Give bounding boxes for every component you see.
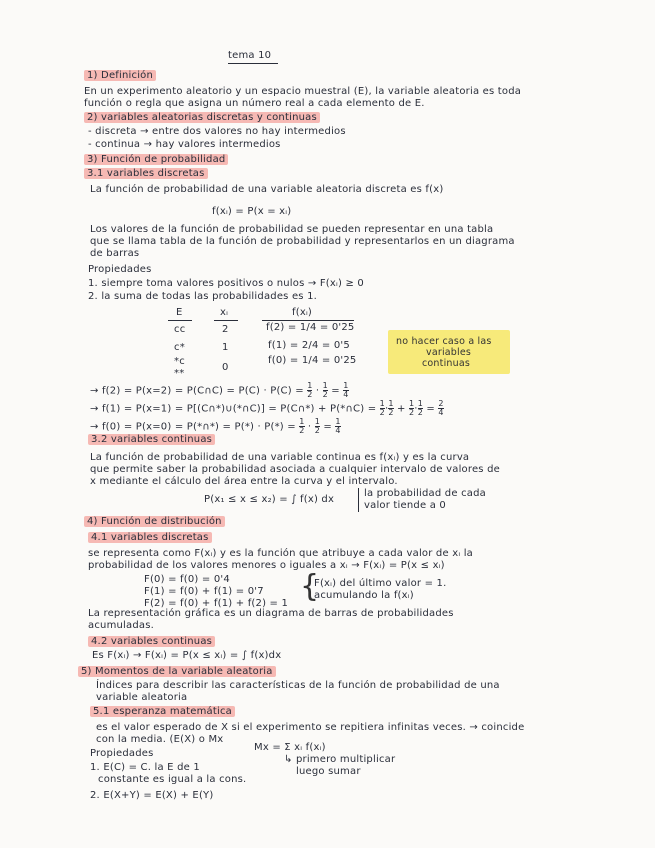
section-1-heading: 1) Definición [84, 70, 156, 81]
s4-f1: F(0) = f(0) = 0'4 [144, 574, 230, 585]
table-cell: 2 [222, 324, 229, 335]
s1-line1: En un experimento aleatorio y un espacio muestral (E), la variable aleatoria es toda [84, 86, 522, 97]
calc-line3: → f(0) = P(x=0) = P(*∩*) = P(*) · P(*) = [90, 421, 296, 433]
s5-prop1a: 1. E(C) = C. la E de 1 [90, 762, 200, 773]
s5-prop1b: constante es igual a la cons. [98, 774, 247, 785]
s4-cont: Es F(xᵢ) → F(xᵢ) = P(x ≤ xᵢ) = ∫ f(x)dx [92, 650, 282, 661]
sticky-note [388, 330, 510, 374]
s32-formula: P(x₁ ≤ x ≤ x₂) = ∫ f(x) dx [204, 494, 335, 505]
sticky-line1: no hacer caso a las [396, 336, 492, 347]
s5-line3: es el valor esperado de X si el experimento se repitiera infinitas veces. → coincide [96, 722, 525, 733]
section-3-2-subheading: 3.2 variables continuas [88, 434, 215, 445]
s2-item1: - discreta → entre dos valores no hay intermedios [88, 126, 346, 137]
table-header-e: E [176, 307, 183, 318]
s5-mx-note2: luego sumar [296, 766, 361, 777]
s5-prop-heading: Propiedades [90, 748, 154, 759]
s3-para3: de barras [90, 248, 140, 259]
s4-line2: probabilidad de los valores menores o iguales a xᵢ → F(xᵢ) = P(x ≤ xᵢ) [88, 560, 445, 571]
table-cell: cc [174, 324, 186, 335]
s4-f3: F(2) = f(0) + f(1) + f(2) = 1 [144, 598, 289, 609]
table-cell: 1 [222, 342, 229, 353]
s3-prop-heading: Propiedades [88, 264, 152, 275]
s3-line1: La función de probabilidad de una variable aleatoria discreta es f(x) [90, 184, 444, 195]
section-5-1-subheading: 5.1 esperanza matemática [90, 706, 235, 717]
section-3-heading: 3) Función de probabilidad [84, 154, 228, 165]
s4-f2: F(1) = f(0) + f(1) = 0'7 [144, 586, 264, 597]
s32-line2: que permite saber la probabilidad asociada a cualquier intervalo de valores de [90, 464, 500, 475]
table-cell: ** [174, 368, 185, 379]
s5-line2: variable aleatoria [96, 692, 188, 703]
table-header-xi: xᵢ [220, 307, 229, 318]
s5-line4: con la media. (E(X) o Mx [96, 734, 224, 745]
section-5-heading: 5) Momentos de la variable aleatoria [78, 666, 276, 677]
s4-rep2: acumuladas. [88, 620, 155, 631]
s5-mx-note1: ↳ primero multiplicar [284, 754, 396, 765]
notes-page: tema 10 1) Definición En un experimento aleatorio y un espacio muestral (E), la variable aleatoria es toda función o regla que asigna un número real a cada elemento de E. 2) variables aleatorias discretas y continuas - discreta → entre dos valores no hay intermedios - continua → hay valores intermedios 3) Función de probabilidad 3.1 variables discretas La función de probabilidad de una variable aleatoria discreta es f(x) f(xᵢ) = P(x = xᵢ) Los valores de la función de probabilidad se pueden representar en una tabla que se llama tabla de la función de probabilidad y representarlos en un diagrama de barras Propiedades 1. siempre toma valores positivos o nulos → F(xᵢ) ≥ 0 2. la suma de todas las probabilidades es 1. E xᵢ f(xᵢ) cc 2 f(2) = 1/4 = 0'25 c* 1 f(1) = 2/4 = 0'5 *c 0 f(0) = 1/4 = 0'25 ** no hacer caso a las variables continuas → f(2) = P(x=2) = P(C∩C) = P(C) · P(C) = $\frac{1}{2}$ · $\frac{1}{2}$ = $\frac{1}{4}$ → f(1) = P(x=1) = P[(C∩*)∪(*∩C)] = P(C∩*) + P(*∩C) = $\frac{1}{2}$ · $\frac{1}{2}$ + $\frac{1}{2}$ · $\frac{1}{2}$ = $\frac{2}{4}$ → f(0) = P(x=0) = P(*∩*) = P(*) · P(*) = $\frac{1}{2}$ · $\frac{1}{2}$ = $\frac{1}{4}$ 3.2 variables continuas La función de probabilidad de una variable continua es f(xᵢ) y es la curva que permite saber la probabilidad asociada a cualquier intervalo de valores de x mediante el cálculo del área entre la curva y el intervalo. P(x₁ ≤ x ≤ x₂) = ∫ f(x) dx la probabilidad de cada valor tiende a 0 4) Función de distribución 4.1 variables discretas se representa como F(xᵢ) y es la función que atribuye a cada valor de xᵢ la probabilidad de los valores menores o iguales a xᵢ → F(xᵢ) = P(x ≤ xᵢ) F(0) = f(0) = 0'4 F(1) = f(0) + f(1) = 0'7 F(2) = f(0) + f(1) + f(2) = 1 { F(xᵢ) del último valor = 1. acumulando la f(xᵢ) La representación gráfica es un diagrama de barras de probabilidades acumuladas. 4.2 variables continuas Es F(xᵢ) → F(xᵢ) = P(x ≤ xᵢ) = ∫ f(x)dx 5) Momentos de la variable aleatoria Índices para describir las características de la función de probabilidad de una variable aleatoria 5.1 esperanza matemática es el valor esperado de X si el experimento se repitiera infinitas veces. → coincide con la media. (E(X) o Mx Propiedades Mx = Σ xᵢ f(xᵢ) ↳ primero multiplicar luego sumar 1. E(C) = C. la E de 1 constante es igual a la cons. 2. E(X+Y) = E(X) + E(Y) [0, 0, 655, 848]
title-underline [228, 63, 278, 64]
s3-para2: que se llama tabla de la función de probabilidad y representarlos en un diagrama [90, 236, 515, 247]
s32-note1: la probabilidad de cada [364, 488, 486, 499]
s4-line1: se representa como F(xᵢ) y es la función que atribuye a cada valor de xᵢ la [88, 548, 474, 559]
s3-prop1: 1. siempre toma valores positivos o nulos → F(xᵢ) ≥ 0 [88, 278, 364, 289]
s2-item2: - continua → hay valores intermedios [88, 139, 281, 150]
section-2-heading: 2) variables aleatorias discretas y continuas [84, 112, 320, 123]
table-cell: f(0) = 1/4 = 0'25 [268, 355, 357, 366]
page-title: tema 10 [228, 50, 272, 61]
table-cell: *c [174, 356, 185, 367]
section-3-1-subheading: 3.1 variables discretas [84, 168, 208, 179]
table-cell: 0 [222, 362, 229, 373]
section-4-2-subheading: 4.2 variables continuas [88, 636, 215, 647]
s4-brace2: acumulando la f(xᵢ) [314, 590, 414, 601]
calc-line2: → f(1) = P(x=1) = P[(C∩*)∪(*∩C)] = P(C∩*) + P(*∩C) = [90, 403, 377, 415]
s3-prop2: 2. la suma de todas las probabilidades es 1. [88, 291, 318, 302]
calc-line1: → f(2) = P(x=2) = P(C∩C) = P(C) · P(C) = [90, 385, 304, 397]
s1-line2: función o regla que asigna un número real a cada elemento de E. [84, 98, 425, 109]
table-header-fxi: f(xᵢ) [292, 307, 313, 318]
section-4-heading: 4) Función de distribución [84, 516, 225, 527]
table-cell: c* [174, 342, 185, 353]
sticky-line2: variables [426, 347, 472, 358]
s5-mx: Mx = Σ xᵢ f(xᵢ) [254, 742, 326, 753]
s3-para1: Los valores de la función de probabilidad se pueden representar en una tabla [90, 224, 494, 235]
s32-note2: valor tiende a 0 [364, 500, 446, 511]
s32-line3: x mediante el cálculo del área entre la curva y el intervalo. [90, 476, 398, 487]
s4-rep1: La representación gráfica es un diagrama de barras de probabilidades [88, 608, 454, 619]
s5-prop2: 2. E(X+Y) = E(X) + E(Y) [90, 790, 214, 801]
table-cell: f(1) = 2/4 = 0'5 [268, 340, 350, 351]
sticky-line3: continuas [422, 358, 471, 369]
s5-line1: Índices para describir las características de la función de probabilidad de una [96, 680, 500, 691]
s3-formula: f(xᵢ) = P(x = xᵢ) [212, 206, 292, 217]
section-4-1-subheading: 4.1 variables discretas [88, 532, 212, 543]
table-cell: f(2) = 1/4 = 0'25 [266, 322, 355, 333]
s4-brace1: F(xᵢ) del último valor = 1. [314, 578, 447, 589]
curly-brace: { [300, 569, 320, 604]
s32-line1: La función de probabilidad de una variable continua es f(xᵢ) y es la curva [90, 452, 470, 463]
